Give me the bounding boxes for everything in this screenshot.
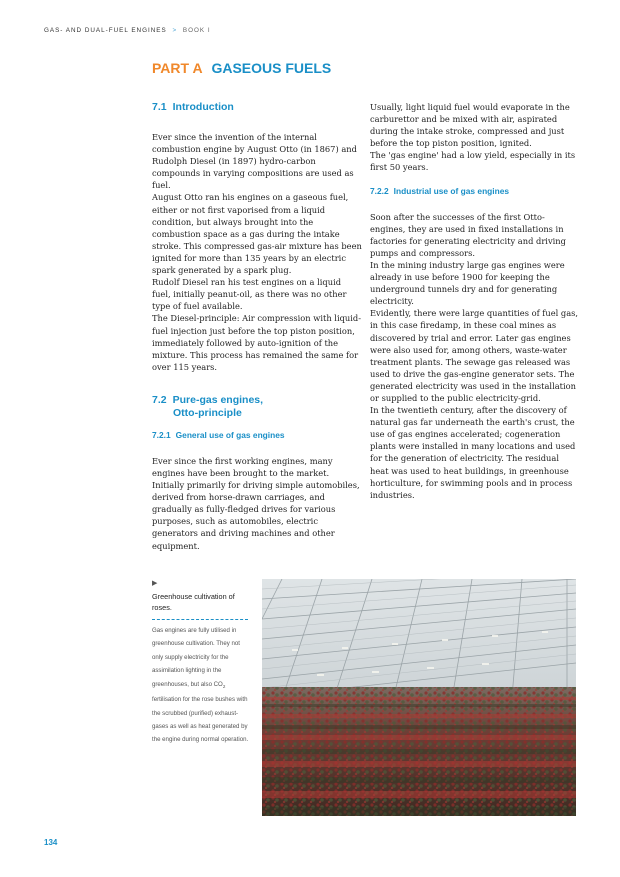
caption-text-part2: fertilisation for the rose bushes with the scrubbed (purified) exhaust-gases as well as heat generated by the engine during normal operation. (152, 696, 249, 744)
subsection-heading-general-use (152, 429, 362, 441)
paragraph: In the twentieth century, after the discovery of natural gas far underneath the earth's crust, the use of gas engines accelerated; cogeneration plants were installed in many locations and used for the generation of electricity. The residual heat was used to heat buildings, in greenhouse horticulture, for swimming pools and in process industries. (370, 405, 576, 500)
paragraph: The 'gas engine' had a low yield, especially in its first 50 years. (370, 150, 576, 173)
paragraph: In the mining industry large gas engines were already in use before 1900 for keeping the underground tunnels dry and for generating electricity. (370, 259, 565, 307)
running-head-title: GAS- AND DUAL-FUEL ENGINES (44, 27, 167, 34)
section-number: 7.2 (152, 393, 167, 406)
paragraph: Evidently, there were large quantities of fuel gas, in this case firedamp, in these coal mines as discovered by trial and error. Later gas engines were also used for, among others, waste-water treatment plants. The sewage gas released was used to drive the gas-engine generator sets. The generated electricity was used in the installation or supplied to the public electricity-grid. (370, 308, 579, 403)
part-title (152, 60, 331, 76)
paragraph: Soon after the successes of the first Otto-engines, they are used in fixed installations in factories for generating electricity and driving pumps and compressors. (370, 211, 566, 258)
caption-text-part1: Gas engines are fully utilised in greenhouse cultivation. They not only supply electricity for the assimilation lighting in the greenhouses, but also CO (152, 627, 240, 688)
figure-caption (152, 579, 252, 747)
page-number: 134 (44, 838, 58, 847)
caption-divider (152, 619, 248, 620)
caption-marker-icon: ▶ (152, 580, 158, 587)
section-heading-introduction (152, 101, 362, 114)
section-title: Introduction (172, 101, 234, 113)
part-label: PART A (152, 60, 203, 76)
greenhouse-roses-photo (262, 579, 576, 816)
part-name: GASEOUS FUELS (211, 60, 332, 76)
subsection-title: General use of gas engines (175, 429, 285, 440)
right-column (370, 101, 580, 501)
paragraph: The Diesel-principle: Air compression with liquid-fuel injection just before the top piston position, immediately followed by auto-ignition of the mixture. This process has remained the same for over 115 years. (152, 313, 362, 372)
paragraph: Ever since the invention of the internal combustion engine by August Otto (in 1867) and Rudolph Diesel (in 1897) hydro-carbon compounds in varying compositions are used as fuel. (152, 132, 357, 191)
subsection-number: 7.2.2 (370, 185, 389, 196)
running-head-book: BOOK I (182, 27, 211, 34)
greenhouse-roses-illustration (262, 579, 576, 816)
section-title-line1: Pure-gas engines, (172, 393, 264, 406)
subsection-title: Industrial use of gas engines (393, 185, 510, 196)
caption-title: Greenhouse cultivation of roses. (152, 592, 235, 612)
section-number: 7.1 (152, 101, 167, 113)
running-head (44, 27, 211, 34)
section-heading-pure-gas-engines (152, 394, 362, 420)
subsection-heading-industrial-use (370, 185, 580, 197)
subsection-number: 7.2.1 (152, 429, 171, 440)
caption-text (152, 624, 252, 747)
paragraph: Rudolf Diesel ran his test engines on a liquid fuel, initially peanut-oil, as there was no other type of fuel available. (152, 277, 347, 312)
left-column (152, 101, 362, 552)
caption-subscript: 2 (222, 683, 226, 689)
paragraph: August Otto ran his engines on a gaseous fuel, either or not first vaporised from a liquid condition, but always brought into the combustion space as a gas during the intake stroke. This compressed gas-air mixture has been ignited for more than 135 years by an electric spark generated by a spark plug. (152, 192, 362, 276)
paragraph: Ever since the first working engines, many engines have been brought to the market. Initially primarily for driving simple automobiles, derived from horse-drawn carriages, and gradually as fully-fledged drives for various purposes, such as automobiles, electric generators and driving machines and other equipment. (152, 455, 360, 551)
section-title-line2: Otto-principle (173, 406, 242, 419)
paragraph: Usually, light liquid fuel would evaporate in the carburettor and be mixed with air, aspirated during the intake stroke, compressed and just before the top piston position, ignited. (370, 102, 570, 149)
running-head-separator: > (172, 27, 178, 34)
